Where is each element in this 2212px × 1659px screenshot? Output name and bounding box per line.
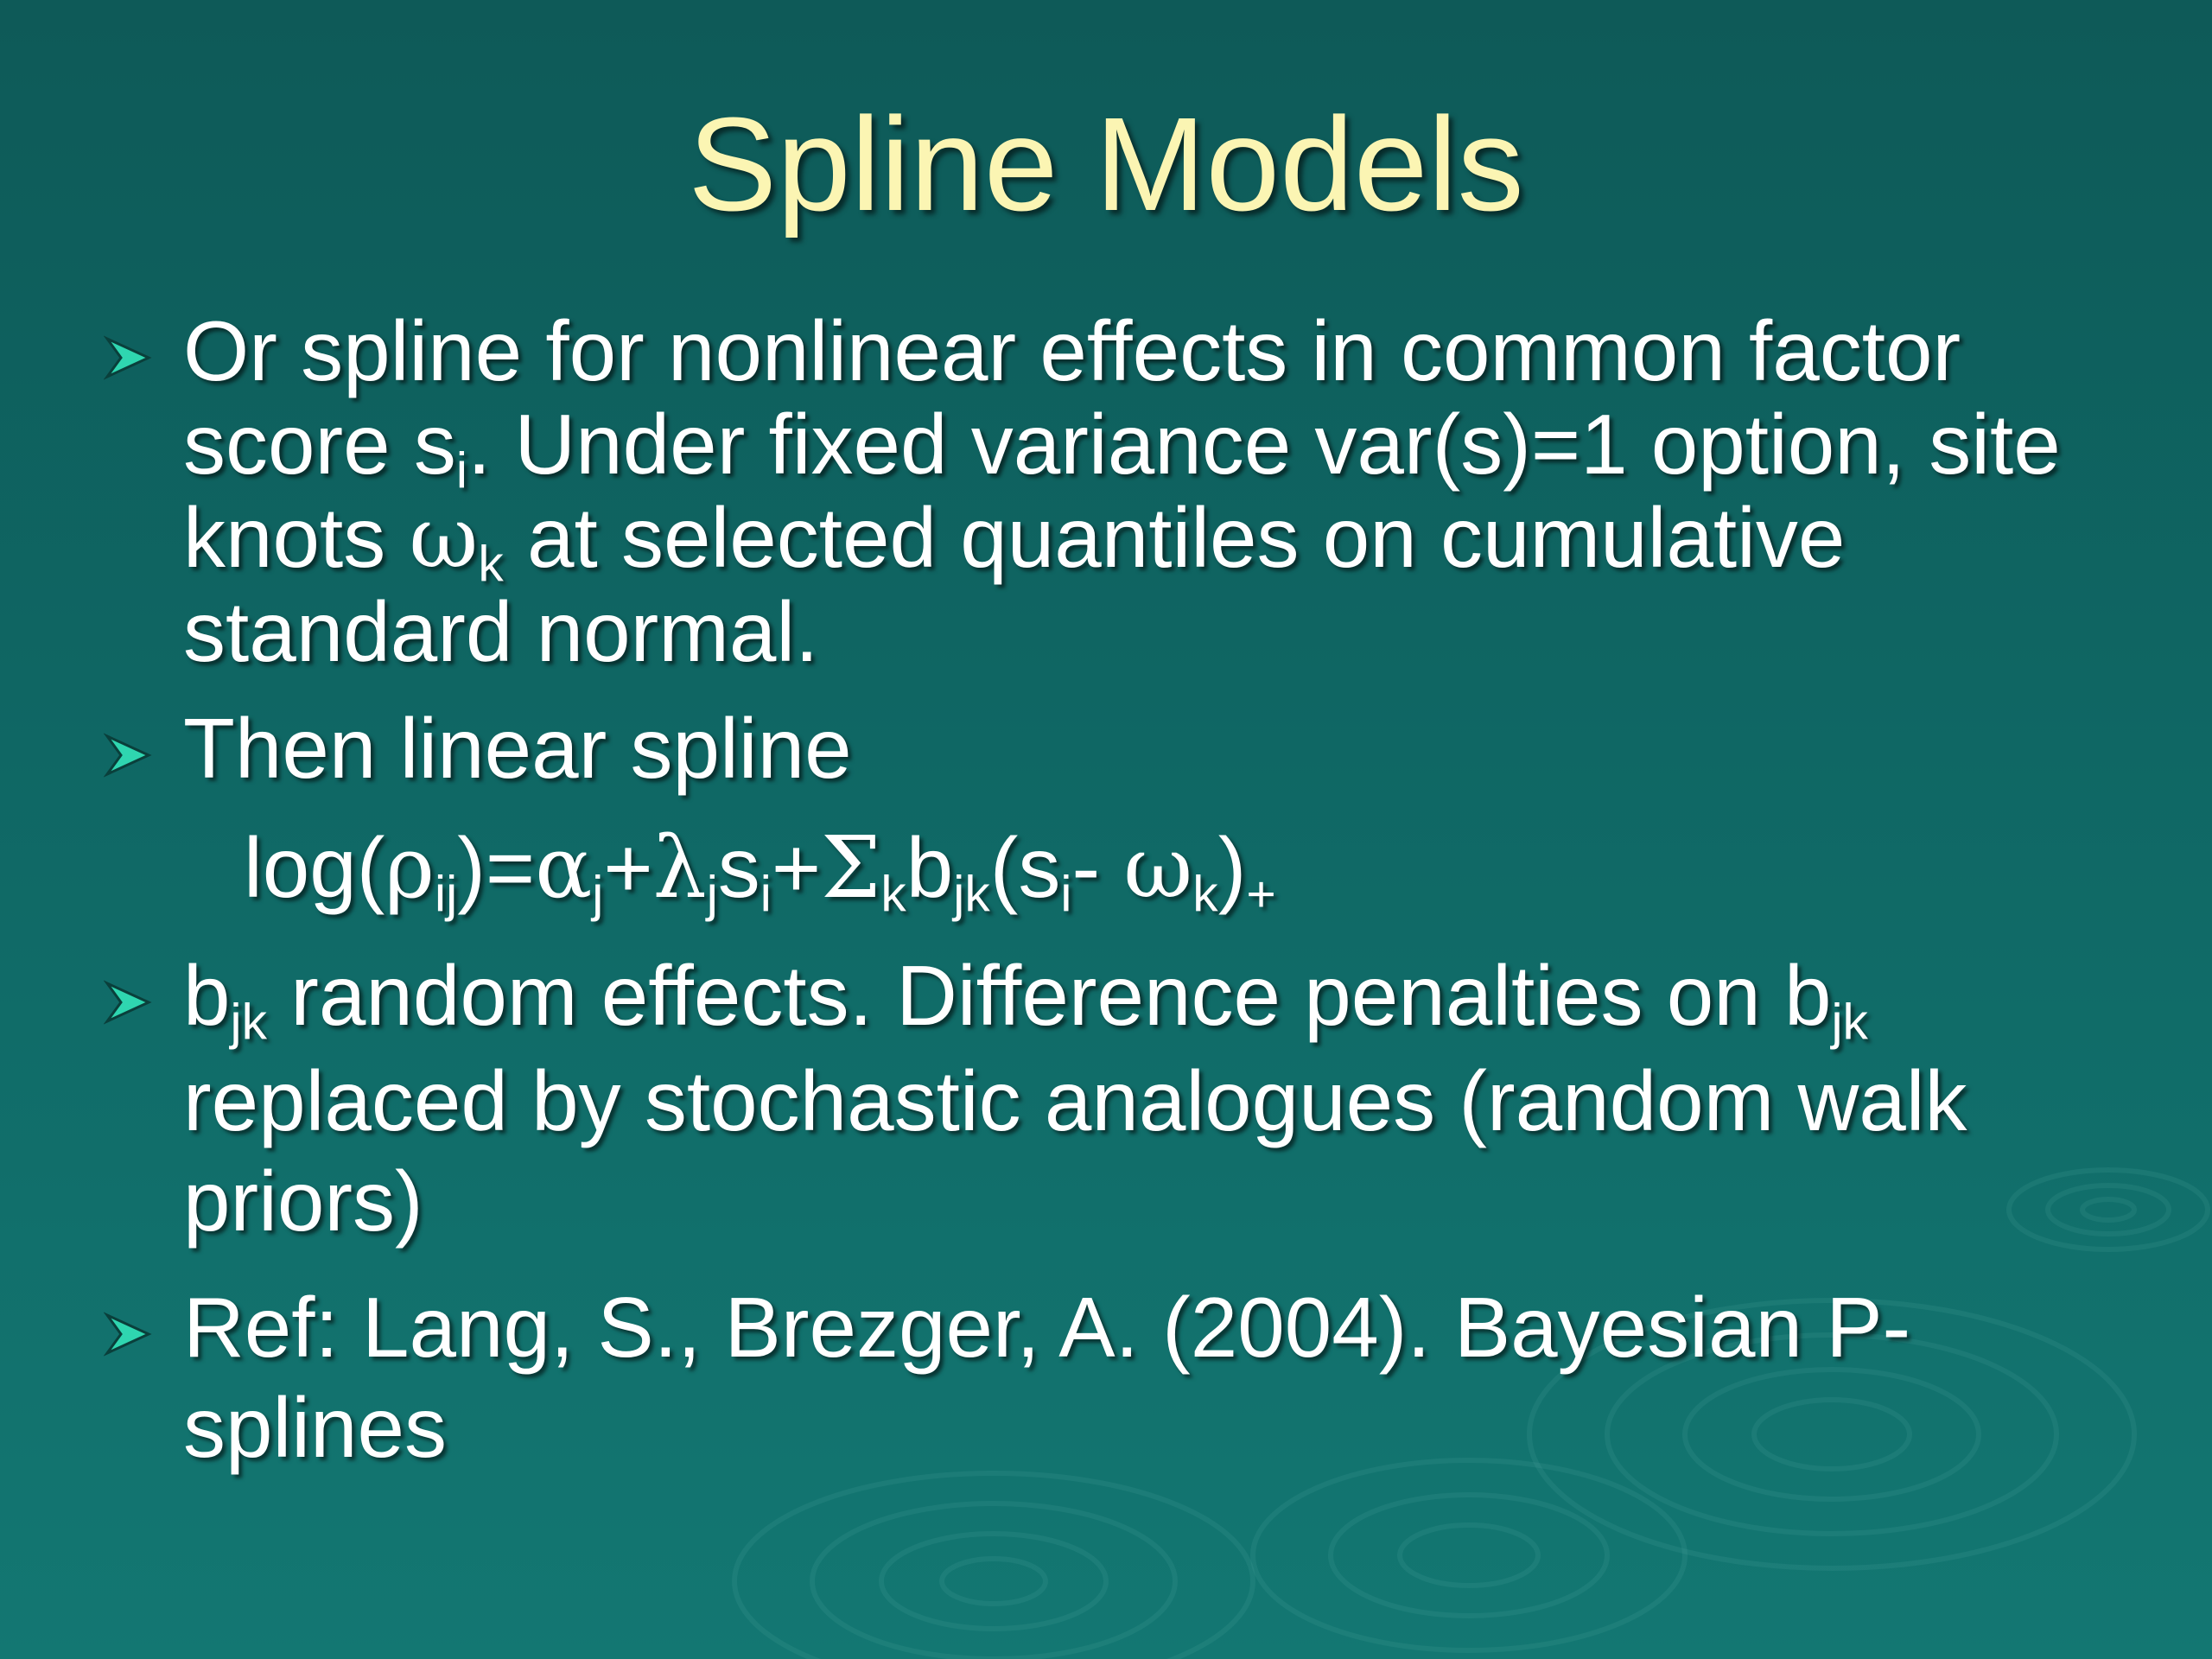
arrow-bullet-icon: [104, 334, 152, 382]
arrow-bullet-icon: [104, 1310, 152, 1358]
bullet-text: [183, 304, 2171, 678]
bullet-line: priors): [183, 1154, 423, 1249]
bullet-text: [183, 702, 2171, 795]
spline-formula: $\log(\rho_{ij})=\alpha_j+\lambda_js_i+\Sigma_kb_{jk}(s_i-$ $\omega_k)_+$: [244, 819, 1276, 923]
arrow-bullet-icon: [104, 731, 152, 779]
bullet-line: Ref: Lang, S., Brezger, A. (2004). Bayesian P-: [183, 1280, 1911, 1375]
slide-title: Spline Models: [688, 90, 1524, 238]
bullet-line: replaced by stochastic analogues (random walk: [183, 1053, 1967, 1148]
bullet-text: [183, 949, 2171, 1248]
arrow-bullet-icon: [104, 978, 152, 1027]
bullet-line: Or spline for nonlinear effects in common factor: [183, 303, 1961, 398]
bullet-line: score $s_i$. Under fixed variance var(s)=1 option, site: [183, 397, 2061, 499]
bullet-line: splines: [183, 1380, 448, 1475]
bullet-text: [183, 1281, 2171, 1474]
bullet-line: knots $\omega_k$ at selected quantiles on cumulative: [183, 489, 1846, 593]
bullet-line: Then linear spline: [183, 701, 852, 796]
bullet-line: $b_{jk}$ random effects. Difference penalties on $b_{jk}$: [183, 948, 1868, 1051]
bullet-line: standard normal.: [183, 584, 819, 679]
